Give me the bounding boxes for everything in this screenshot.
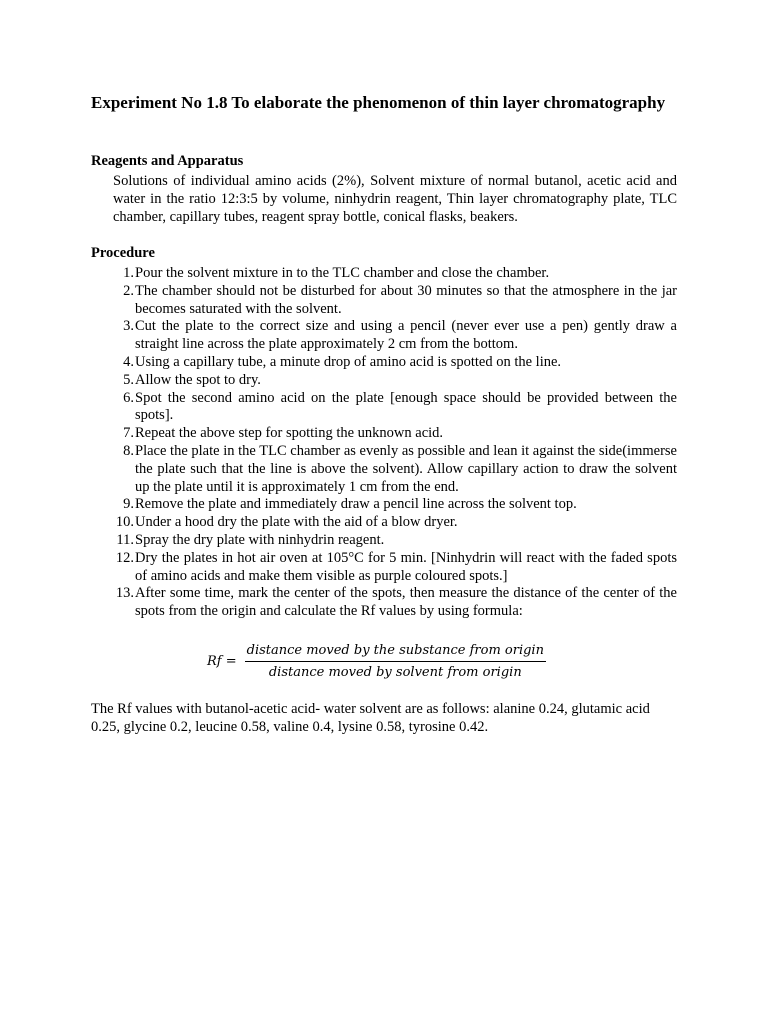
step-number: 6. — [123, 389, 134, 406]
step-number: 3. — [123, 318, 134, 335]
procedure-step-11 — [91, 532, 677, 550]
procedure-step-1 — [91, 265, 677, 283]
step-text: Remove the plate and immediately draw a pencil line across the solvent top. — [135, 496, 577, 513]
formula-lhs: Rf = — [207, 653, 237, 669]
procedure-step-7 — [91, 425, 677, 443]
step-number: 4. — [123, 353, 134, 370]
step-text: Pour the solvent mixture in to the TLC chamber and close the chamber. — [135, 265, 550, 281]
procedure-steps-list — [91, 265, 677, 621]
step-text: The chamber should not be disturbed for about 30 minutes so that the atmosphere in the jar becomes saturated with the solvent. — [135, 282, 677, 317]
procedure-step-13 — [91, 585, 677, 621]
step-text: Using a capillary tube, a minute drop of amino acid is spotted on the line. — [135, 353, 562, 370]
step-text: Under a hood dry the plate with the aid of a blow dryer. — [135, 514, 458, 531]
step-text: Allow the spot to dry. — [135, 371, 261, 388]
procedure-step-8 — [91, 443, 677, 496]
procedure-step-12 — [91, 550, 677, 586]
step-text: Repeat the above step for spotting the unknown acid. — [135, 425, 444, 442]
procedure-step-9 — [91, 496, 677, 514]
step-number: 7. — [123, 425, 134, 442]
step-text: Spot the second amino acid on the plate [enough space should be provided between the spots]. — [135, 389, 677, 424]
procedure-step-2 — [91, 283, 677, 319]
formula-fraction — [245, 643, 546, 680]
procedure-step-3 — [91, 318, 677, 354]
step-number: 10. — [115, 514, 134, 531]
step-text: Cut the plate to the correct size and using a pencil (never ever use a pen) gently draw a straight line across the plate approximately 2 cm from the bottom. — [135, 318, 677, 353]
step-text: After some time, mark the center of the spots, then measure the distance of the center of the spots from the origin and calculate the Rf values by using formula: — [135, 585, 677, 620]
reagents-heading: Reagents and Apparatus — [91, 153, 244, 169]
formula-denominator: distance moved by solvent from origin — [268, 664, 522, 680]
formula-numerator: distance moved by the substance from origin — [245, 643, 546, 662]
step-number: 2. — [123, 282, 134, 299]
step-number: 9. — [123, 496, 134, 513]
step-text: Place the plate in the TLC chamber as evenly as possible and lean it against the side(immerse the plate such that the line is above the solvent). Allow capillary action to draw the solvent up the plate until it is approximately 1 cm from the end. — [135, 442, 677, 495]
step-text: Spray the dry plate with ninhydrin reagent. — [135, 531, 385, 548]
procedure-step-10 — [91, 514, 677, 532]
experiment-title: Experiment No 1.8 To elaborate the phenomenon of thin layer chromatography — [91, 93, 666, 112]
step-number: 5. — [123, 371, 134, 388]
procedure-step-5 — [91, 372, 677, 390]
procedure-heading: Procedure — [91, 245, 155, 261]
step-text: Dry the plates in hot air oven at 105°C for 5 min. [Ninhydrin will react with the faded spots of amino acids and make them visible as purple coloured spots.] — [135, 549, 677, 584]
step-number: 8. — [123, 442, 134, 459]
step-number: 1. — [123, 265, 134, 281]
rf-values-paragraph: The Rf values with butanol-acetic acid- water solvent are as follows: alanine 0.24, glutamic acid 0.25, glycine 0.2, leucine 0.58, valine 0.4, lysine 0.58, tyrosine 0.42. — [91, 701, 650, 735]
step-number: 11. — [116, 531, 134, 548]
step-number: 13. — [115, 585, 134, 602]
reagents-paragraph: Solutions of individual amino acids (2%), Solvent mixture of normal butanol, acetic acid and water in the ratio 12:3:5 by volume, ninhydrin reagent, Thin layer chromatography plate, TLC chamber, capillary tubes, reagent spray bottle, conical flasks, beakers. — [113, 173, 677, 225]
procedure-step-6 — [91, 390, 677, 426]
step-number: 12. — [115, 549, 134, 566]
procedure-step-4 — [91, 354, 677, 372]
rf-formula — [207, 636, 546, 686]
